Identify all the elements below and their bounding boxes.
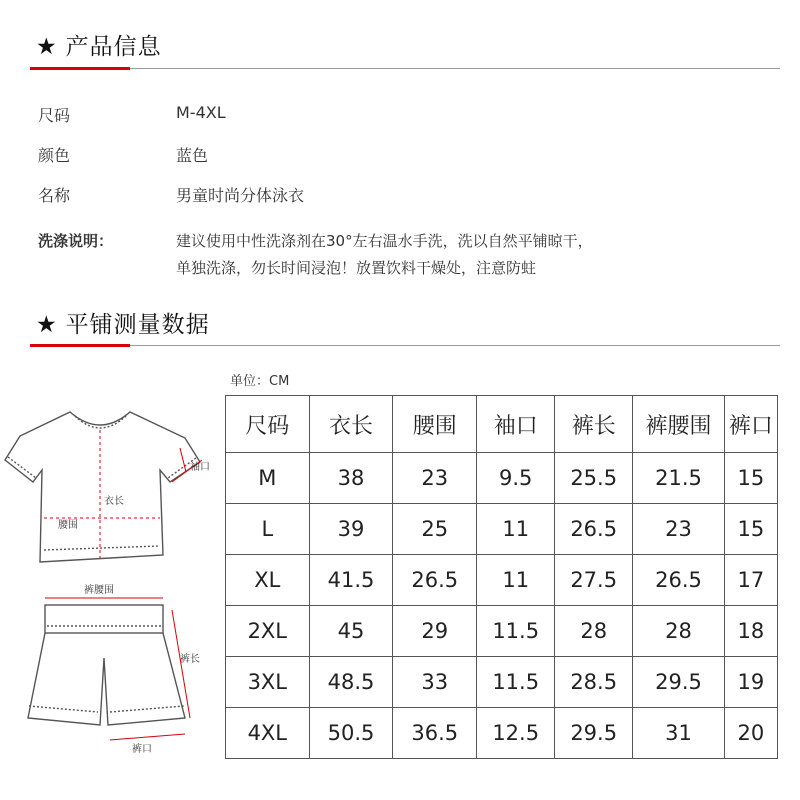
- sleeve-label: 袖口: [190, 462, 210, 473]
- table-cell: 27.5: [555, 555, 633, 606]
- table-cell: 9.5: [477, 453, 555, 504]
- garment-diagram: [0, 400, 220, 800]
- table-cell: 33: [393, 657, 477, 708]
- column-header: 衣长: [309, 396, 393, 453]
- table-cell: 4XL: [226, 708, 310, 759]
- table-cell: 41.5: [309, 555, 393, 606]
- table-cell: 29.5: [633, 657, 725, 708]
- info-label: 名称: [38, 186, 71, 205]
- table-cell: 45: [309, 606, 393, 657]
- table-cell: 12.5: [477, 708, 555, 759]
- table-cell: 18: [724, 606, 777, 657]
- table-cell: 20: [724, 708, 777, 759]
- info-value: 男童时尚分体泳衣: [176, 186, 305, 205]
- shorts-outline: [28, 605, 185, 725]
- wash-line-2: 单独洗涤，勿长时间浸泡！放置饮料干燥处，注意防蛀: [176, 259, 537, 277]
- waist-label: 腰围: [58, 520, 78, 531]
- table-cell: 25: [393, 504, 477, 555]
- table-cell: 28: [633, 606, 725, 657]
- table-cell: 26.5: [633, 555, 725, 606]
- table-cell: 36.5: [393, 708, 477, 759]
- unit-label: 单位：CM: [230, 374, 290, 389]
- table-row: [226, 606, 778, 657]
- table-cell: 28: [555, 606, 633, 657]
- table-cell: L: [226, 504, 310, 555]
- section-divider: [30, 68, 780, 69]
- table-cell: 11: [477, 504, 555, 555]
- star-icon: ★: [36, 312, 58, 338]
- info-value: M-4XL: [176, 103, 226, 122]
- length-label: 衣长: [104, 496, 124, 507]
- table-cell: 25.5: [555, 453, 633, 504]
- table-cell: 11: [477, 555, 555, 606]
- pants-hem-label: 裤口: [132, 744, 152, 755]
- measure-title-text: 平铺测量数据: [65, 312, 210, 338]
- table-cell: 11.5: [477, 657, 555, 708]
- product-info-title: [36, 28, 162, 61]
- table-cell: 2XL: [226, 606, 310, 657]
- table-row: [226, 708, 778, 759]
- table-row: [226, 555, 778, 606]
- table-cell: 29.5: [555, 708, 633, 759]
- table-row: [226, 657, 778, 708]
- table-row: [226, 453, 778, 504]
- info-label: 尺码: [38, 106, 71, 125]
- table-cell: 23: [393, 453, 477, 504]
- table-cell: 31: [633, 708, 725, 759]
- pants-waist-label: 裤腰围: [84, 585, 114, 596]
- section-accent-bar: [30, 67, 130, 70]
- table-cell: 21.5: [633, 453, 725, 504]
- table-cell: 15: [724, 504, 777, 555]
- table-cell: 28.5: [555, 657, 633, 708]
- section-accent-bar: [30, 344, 130, 347]
- table-cell: 17: [724, 555, 777, 606]
- table-cell: 29: [393, 606, 477, 657]
- table-cell: 26.5: [393, 555, 477, 606]
- wash-line-1: 建议使用中性洗涤剂在30°左右温水手洗，洗以自然平铺晾干，: [176, 232, 593, 250]
- table-header-row: [226, 396, 778, 453]
- table-cell: 50.5: [309, 708, 393, 759]
- product-info-title-text: 产品信息: [65, 34, 162, 60]
- wash-label: 洗涤说明：: [38, 232, 114, 250]
- info-label: 颜色: [38, 146, 71, 165]
- size-table: [225, 395, 778, 759]
- table-cell: 23: [633, 504, 725, 555]
- column-header: 腰围: [393, 396, 477, 453]
- shirt-measure-lines: [44, 430, 202, 558]
- table-cell: 3XL: [226, 657, 310, 708]
- table-cell: M: [226, 453, 310, 504]
- table-cell: 19: [724, 657, 777, 708]
- column-header: 尺码: [226, 396, 310, 453]
- info-value: 蓝色: [176, 146, 209, 165]
- table-cell: 38: [309, 453, 393, 504]
- table-cell: 11.5: [477, 606, 555, 657]
- column-header: 裤腰围: [633, 396, 725, 453]
- table-cell: 26.5: [555, 504, 633, 555]
- table-cell: 39: [309, 504, 393, 555]
- table-cell: 15: [724, 453, 777, 504]
- column-header: 裤口: [724, 396, 777, 453]
- column-header: 袖口: [477, 396, 555, 453]
- measure-title: [36, 306, 210, 339]
- table-cell: 48.5: [309, 657, 393, 708]
- pants-length-label: 裤长: [180, 654, 200, 665]
- shorts-measure-lines: [45, 598, 190, 740]
- column-header: 裤长: [555, 396, 633, 453]
- shirt-outline: [5, 412, 200, 562]
- table-row: [226, 504, 778, 555]
- star-icon: ★: [36, 34, 58, 60]
- table-cell: XL: [226, 555, 310, 606]
- section-divider: [30, 345, 780, 346]
